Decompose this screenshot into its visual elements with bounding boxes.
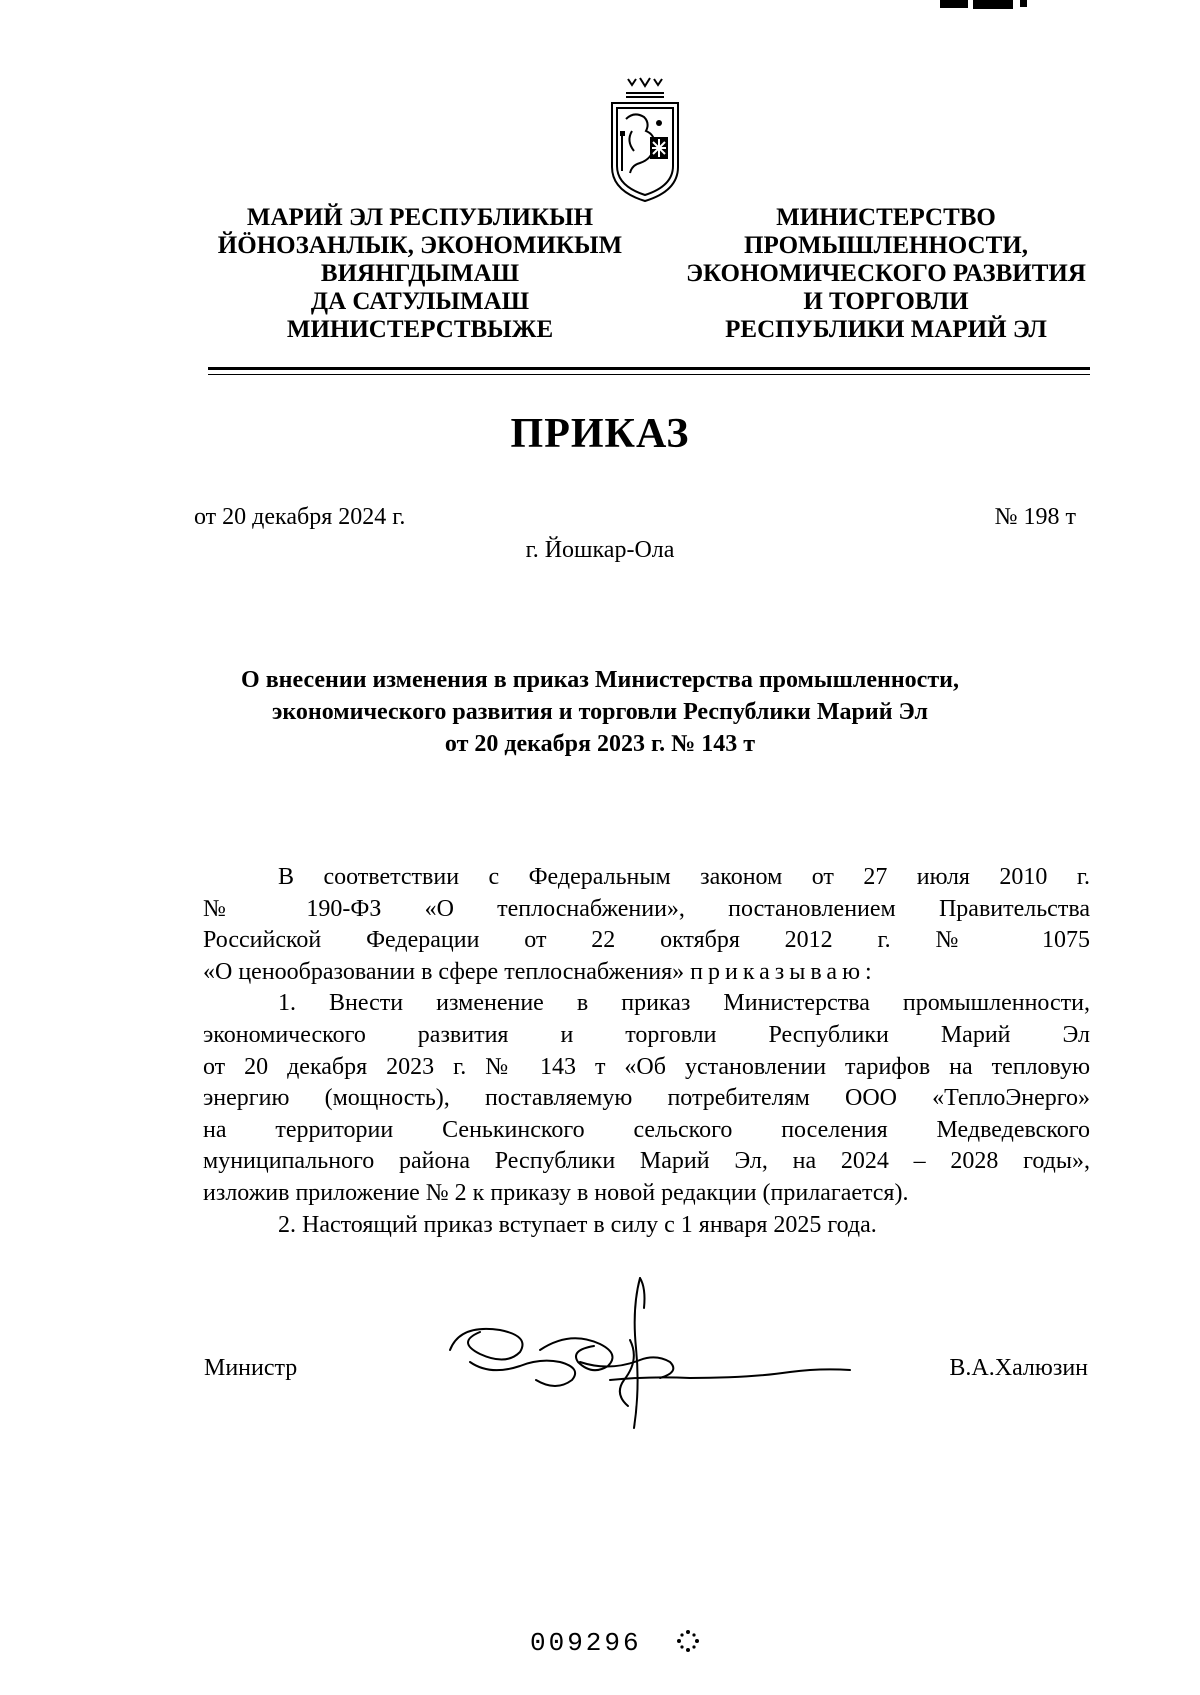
document-number: № 198 т [994,504,1076,530]
header-ministry-russian [666,204,1106,344]
header-left-line: ДА САТУЛЫМАШ [310,288,530,315]
body-line: 1. Внести изменение в приказ Министерства промышленности, [278,990,1090,1017]
header-left-line: ЙӦНОЗАНЛЫК, ЭКОНОМИКЫМ [217,232,623,259]
header-right-line: РЕСПУБЛИКИ МАРИЙ ЭЛ [725,316,1047,343]
header-left-line: МАРИЙ ЭЛ РЕСПУБЛИКЫН [246,204,594,231]
body-line: 2. Настоящий приказ вступает в силу с 1 января 2025 года. [278,1211,877,1238]
order-verb: приказываю: [690,958,877,985]
subject-line: экономического развития и торговли Республики Марий Эл [272,699,928,725]
header-divider-thick [208,367,1090,370]
handwritten-signature [430,1270,890,1440]
header-right-line: МИНИСТЕРСТВО [776,204,996,231]
body-line: от 20 декабря 2023 г. № 143 т «Об установлении тарифов на тепловую [203,1053,1090,1080]
signatory-name: В.А.Халюзин [949,1355,1088,1381]
body-line: муниципального района Республики Марий Эл, на 2024 – 2028 годы», [203,1148,1090,1175]
body-line: экономического развития и торговли Республики Марий Эл [203,1021,1090,1048]
header-ministry-mari [195,204,645,344]
document-title: ПРИКАЗ [510,411,690,457]
body-line: В соответствии с Федеральным законом от 27 июля 2010 г. [278,864,1090,890]
body-line: № 190-ФЗ «О теплоснабжении», постановлением Правительства [203,895,1090,922]
header-left-line: МИНИСТЕРСТВЫЖЕ [286,316,554,343]
coat-of-arms-emblem [604,75,686,205]
body-line: энергию (мощность), поставляемую потребителям ООО «ТеплоЭнерго» [203,1085,1090,1112]
header-right-line: ПРОМЫШЛЕННОСТИ, [744,232,1028,259]
header-left-line: ВИЯНГДЫМАШ [320,260,520,287]
body-line: на территории Сенькинского сельского поселения Медведевского [203,1116,1090,1143]
body-line: Российской Федерации от 22 октября 2012 г. № 1075 [203,927,1090,954]
document-body [203,862,1090,1241]
document-city: г. Йошкар-Ола [525,537,675,563]
document-date: от 20 декабря 2024 г. [194,504,406,530]
subject-line: О внесении изменения в приказ Министерства промышленности, [241,667,959,693]
subject-line: от 20 декабря 2023 г. № 143 т [444,731,756,757]
scan-mark-icon [940,0,1030,10]
document-serial-number: 009296 [530,1628,642,1658]
header-divider-thin [208,374,1090,375]
header-right-line: И ТОРГОВЛИ [803,288,969,315]
header-right-line: ЭКОНОМИЧЕСКОГО РАЗВИТИЯ [686,260,1086,287]
body-line-order-clause [203,957,1090,989]
document-subject [0,664,1200,760]
signatory-position: Министр [204,1355,298,1381]
order-basis-text: «О ценообразовании в сфере теплоснабжения» [203,958,685,985]
security-mark-icon [675,1628,701,1654]
body-line: изложив приложение № 2 к приказу в новой редакции (прилагается). [203,1179,909,1206]
